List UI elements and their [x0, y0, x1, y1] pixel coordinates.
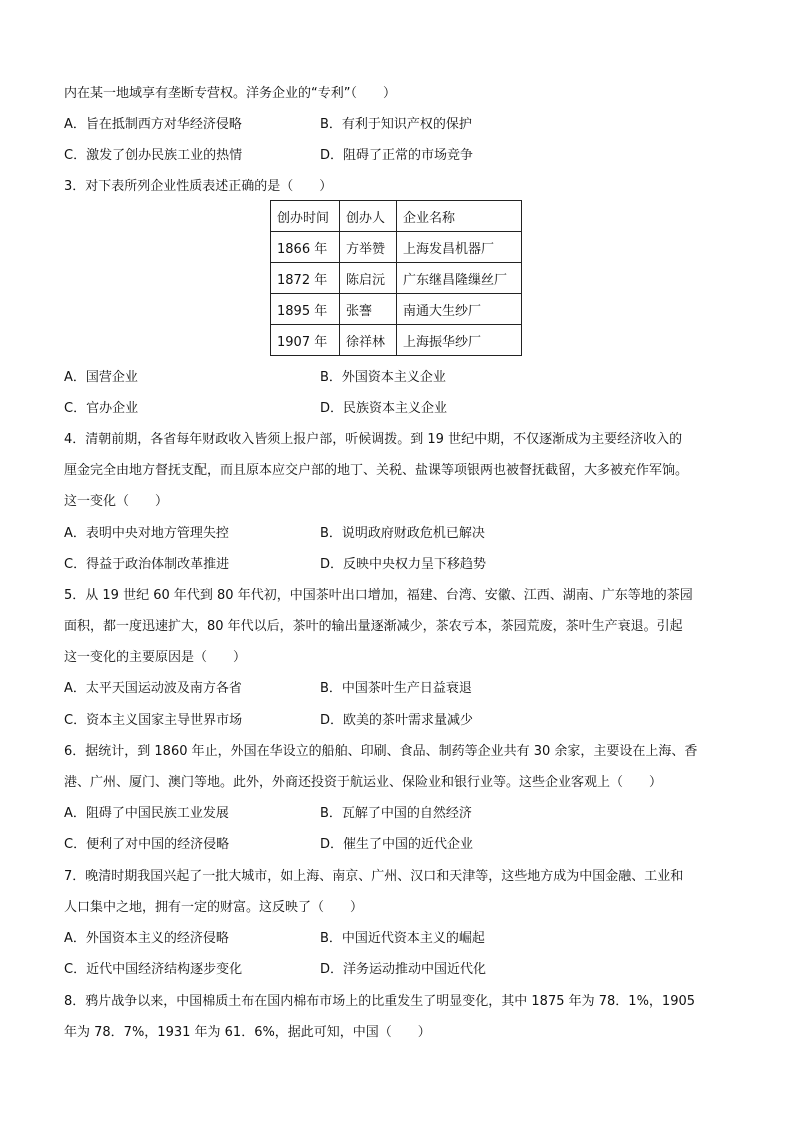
table-header-cell: 创办人: [340, 201, 397, 232]
q6-stem-line-1: 6．据统计，到 1860 年止，外国在华设立的船舶、印刷、食品、制药等企业共有 30 余家，主要设在上海、香: [64, 744, 698, 759]
q7-option-c: C．近代中国经济结构逐步变化: [64, 962, 243, 977]
table-row: [271, 232, 522, 263]
q3-option-d: D．民族资本主义企业: [320, 401, 448, 416]
table-cell: 上海发昌机器厂: [397, 232, 522, 263]
q5-stem-line-3: 这一变化的主要原因是（ ）: [64, 650, 247, 665]
table-header-cell: 企业名称: [397, 201, 522, 232]
q3-option-a: A．国营企业: [64, 370, 138, 385]
table-row: [271, 294, 522, 325]
table-cell: 陈启沅: [340, 263, 397, 294]
q2-stem: 内在某一地域享有垄断专营权。洋务企业的“专利”（ ）: [64, 86, 396, 101]
q4-option-c: C．得益于政治体制改革推进: [64, 557, 230, 572]
q4-option-a: A．表明中央对地方管理失控: [64, 526, 229, 541]
q7-stem-line-1: 7．晚清时期我国兴起了一批大城市，如上海、南京、广州、汉口和天津等，这些地方成为中国金融、工业和: [64, 869, 684, 884]
q4-option-d: D．反映中央权力呈下移趋势: [320, 557, 487, 572]
table-row: [271, 263, 522, 294]
q7-option-a: A．外国资本主义的经济侵略: [64, 931, 229, 946]
q3-option-b: B．外国资本主义企业: [320, 370, 446, 385]
table-cell: 上海振华纱厂: [397, 325, 522, 356]
q2-option-c: C．激发了创办民族工业的热情: [64, 148, 243, 163]
q5-stem-line-1: 5．从 19 世纪 60 年代到 80 年代初，中国茶叶出口增加，福建、台湾、安徽、江西、湖南、广东等地的茶园: [64, 588, 693, 603]
table-cell: 南通大生纱厂: [397, 294, 522, 325]
q6-option-c: C．便利了对中国的经济侵略: [64, 837, 230, 852]
q5-option-d: D．欧美的茶叶需求量减少: [320, 713, 474, 728]
table-cell: 徐祥林: [340, 325, 397, 356]
q8-stem-line-2: 年为 78．7%，1931 年为 61．6%，据此可知，中国（ ）: [64, 1025, 431, 1040]
table-row: [271, 325, 522, 356]
table-cell: 广东继昌隆缫丝厂: [397, 263, 522, 294]
q2-option-b: B．有利于知识产权的保护: [320, 117, 472, 132]
table-cell: 1895 年: [271, 294, 340, 325]
q6-option-a: A．阻碍了中国民族工业发展: [64, 806, 229, 821]
table-header-cell: 创办时间: [271, 201, 340, 232]
q6-option-d: D．催生了中国的近代企业: [320, 837, 474, 852]
table-cell: 1872 年: [271, 263, 340, 294]
q7-option-d: D．洋务运动推动中国近代化: [320, 962, 487, 977]
table-cell: 方举赞: [340, 232, 397, 263]
q5-option-a: A．太平天国运动波及南方各省: [64, 681, 242, 696]
q4-stem-line-3: 这一变化（ ）: [64, 494, 169, 509]
q6-stem-line-2: 港、广州、厦门、澳门等地。此外，外商还投资于航运业、保险业和银行业等。这些企业客观上（ ）: [64, 775, 663, 790]
q5-stem-line-2: 面积，都一度迅速扩大，80 年代以后，茶叶的输出量逐渐减少，茶农亏本，茶园荒废，茶叶生产衰退。引起: [64, 619, 683, 634]
table-cell: 张謇: [340, 294, 397, 325]
q6-option-b: B．瓦解了中国的自然经济: [320, 806, 472, 821]
q3-stem: 3．对下表所列企业性质表述正确的是（ ）: [64, 179, 333, 194]
table-header-row: [271, 201, 522, 232]
q4-option-b: B．说明政府财政危机已解决: [320, 526, 485, 541]
q5-option-b: B．中国茶叶生产日益衰退: [320, 681, 472, 696]
q2-option-a: A．旨在抵制西方对华经济侵略: [64, 117, 242, 132]
q7-stem-line-2: 人口集中之地，拥有一定的财富。这反映了（ ）: [64, 900, 364, 915]
q4-stem-line-1: 4．清朝前期，各省每年财政收入皆须上报户部，听候调拨。到 19 世纪中期，不仅逐渐成为主要经济收入的: [64, 432, 683, 447]
table-cell: 1866 年: [271, 232, 340, 263]
q8-stem-line-1: 8．鸦片战争以来，中国棉质土布在国内棉布市场上的比重发生了明显变化，其中 1875 年为 78．1%，1905: [64, 994, 696, 1009]
enterprise-table: [270, 200, 522, 356]
q3-option-c: C．官办企业: [64, 401, 139, 416]
q7-option-b: B．中国近代资本主义的崛起: [320, 931, 485, 946]
q5-option-c: C．资本主义国家主导世界市场: [64, 713, 243, 728]
q4-stem-line-2: 厘金完全由地方督抚支配，而且原本应交户部的地丁、关税、盐课等项银两也被督抚截留，大多被充作军饷。: [64, 463, 689, 478]
table-cell: 1907 年: [271, 325, 340, 356]
q2-option-d: D．阻碍了正常的市场竞争: [320, 148, 474, 163]
